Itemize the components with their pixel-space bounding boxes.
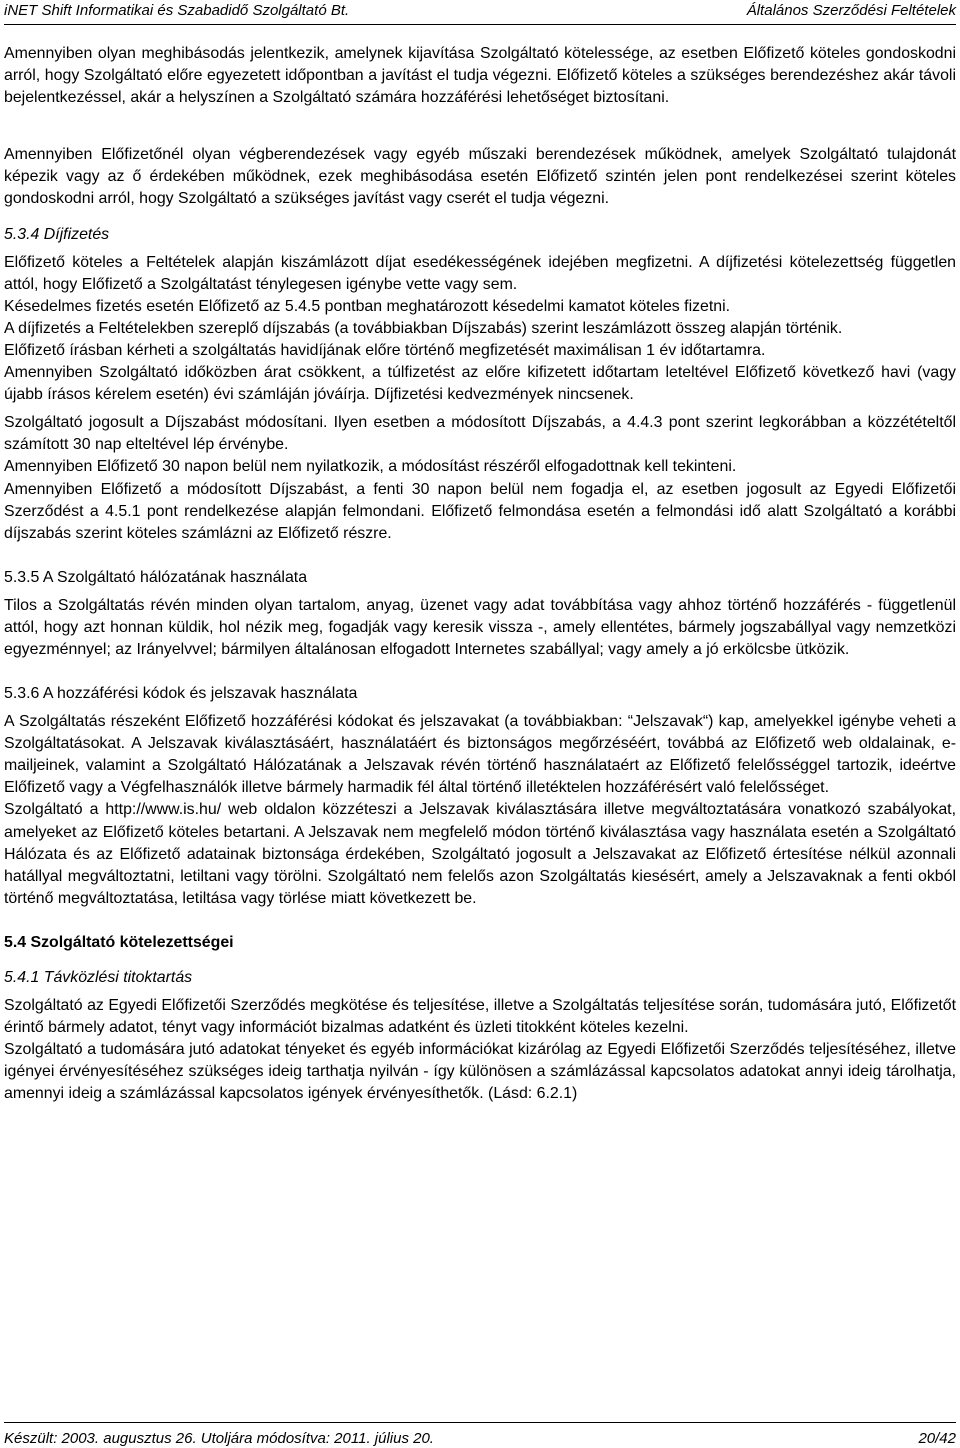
section-heading-5-4: 5.4 Szolgáltató kötelezettségei <box>4 933 234 951</box>
section-heading-5-4-1: 5.4.1 Távközlési titoktartás <box>4 968 193 986</box>
page-footer <box>4 1422 956 1448</box>
paragraph-tariff-change: Szolgáltató jogosult a Díjszabást módosítani. Ilyen esetben a módosított Díjszabás, a 4.4.3 pont szerint legkorábban a közzétételtől számított 30 nap elteltével lép érvénybe. <box>4 414 956 454</box>
footer-dates: Készült: 2003. augusztus 26. Utoljára módosítva: 2011. július 20. <box>4 1430 434 1447</box>
paragraph-confidentiality: Szolgáltató az Egyedi Előfizetői Szerződés megkötése és teljesítése, illetve a Szolgáltatás teljesítése során, tudomására jutó, Előfizetőt érintő bármely adatot, tényt vagy információt bizalmas adatként és üzleti titokként köteles kezelni. <box>4 996 956 1036</box>
header-company-name: iNET Shift Informatikai és Szabadidő Szolgáltató Bt. <box>4 2 350 19</box>
paragraph-network-use: Tilos a Szolgáltatás révén minden olyan tartalom, anyag, üzenet vagy adat továbbítása vagy ahhoz történő hozzáférés - függetlenül attól, hogy azt honnan küldik, hol nézik meg, fogadják vagy keresik vissza -, amely ellentétes, bármely jogszabállyal vagy nemzetközi egyezménnyel; az Irányelvvel; bármilyen általánosan elfogadott Internetes szabállyal; vagy amely a jó erkölcsbe ütközik. <box>4 596 956 658</box>
header-rule <box>4 24 956 25</box>
section-heading-5-3-4: 5.3.4 Díjfizetés <box>4 225 110 243</box>
footer-rule <box>4 1422 956 1423</box>
header-document-title: Általános Szerződési Feltételek <box>746 2 956 19</box>
paragraph-passwords: A Szolgáltatás részeként Előfizető hozzáférési kódokat és jelszavakat (a továbbiakban: “Jelszavak“) kap, amelyekkel igénybe veheti a Szolgáltatásokat. A Jelszavak kiválasztásáért, használatáért és biztonságos megőrzéséért, továbbá az Előfizető web oldalainak, e-mailjeinek, valamint a Szolgáltató Hálózatának a Jelszavak révén történő használataért az Előfizető felelősséggel tartozik, ideértve Előfizető vagy a Végfelhasználók illetve bármely harmadik fél által történő illetéktelen hozzáférésért való felelősséget. <box>4 713 956 797</box>
paragraph-repair-access: Amennyiben olyan meghibásodás jelentkezik, amelynek kijavítása Szolgáltató kötelessége, az esetben Előfizető köteles gondoskodni arról, hogy Szolgáltató előre egyezetett időpontban a javítást el tudja végezni. Előfizető köteles a szükséges berendezéshez akár távoli bejelentkezéssel, akár a helyszínen a Szolgáltató számára hozzáférési lehetőséget biztosítani. <box>4 45 956 107</box>
page-body <box>4 43 956 1105</box>
paragraph-password-rules: Szolgáltató a http://www.is.hu/ web oldalon közzéteszi a Jelszavak kiválasztására illetve megváltoztatására vonatkozó szabályokat, amelyeket az Előfizető köteles betartani. A Jelszavak nem megfelelő módon történő kiválasztása vagy használata esetén a Szolgáltató Hálózata és az Előfizető adatainak biztonsága érdekében, Szolgáltató jogosult a Jelszavakat az Előfizető értesítése nélkül azonnali hatállyal megváltoztatni, letiltani vagy törölni. Szolgáltató nem felelős azon Szolgáltatás kiesésért, amely a Jelszavaknak a fenti okból történő megváltoztatása, letiltása vagy törlése miatt következett be. <box>4 801 956 907</box>
paragraph-payment-obligation: Előfizető köteles a Feltételek alapján kiszámlázott díjat esedékességének idejében megfizetni. A díjfizetési kötelezettség független attól, hogy Előfizető a Szolgáltatást ténylegesen igénybe vette vagy sem. <box>4 253 956 293</box>
paragraph-price-reduction: Amennyiben Szolgáltató időközben árat csökkent, a túlfizetést az előre kifizetett időtartam leteltével Előfizető következő havi (vagy újabb írásos kérelem esetén) évi számláján jóváírja. Díjfizetési kedvezmények nincsenek. <box>4 364 956 404</box>
paragraph-tariff-acceptance: Amennyiben Előfizető 30 napon belül nem nyilatkozik, a módosítást részéről elfogadottnak kell tekinteni. <box>4 458 737 476</box>
section-heading-5-3-5: 5.3.5 A Szolgáltató hálózatának használata <box>4 568 308 586</box>
paragraph-late-payment: Késedelmes fizetés esetén Előfizető az 5.4.5 pontban meghatározott késedelmi kamatot köteles fizetni. <box>4 297 731 315</box>
footer-page-number: 20/42 <box>918 1430 956 1447</box>
paragraph-data-retention: Szolgáltató a tudomására jutó adatokat tényeket és egyéb információkat kizárólag az Egyedi Előfizetői Szerződés teljesítéséhez, illetve igényei érvényesítéséhez szükséges ideig tarthatja nyilván - így különösen a számlázással kapcsolatos adatokat annyi ideig tárolhatja, amennyi ideig a számlázással kapcsolatos igények érvényesíthetők. (Lásd: 6.2.1) <box>4 1041 956 1103</box>
paragraph-advance-payment: Előfizető írásban kérheti a szolgáltatás havidíjának előre történő megfizetését maximálisan 1 év időtartamra. <box>4 341 766 359</box>
paragraph-billing-basis: A díjfizetés a Feltételekben szereplő díjszabás (a továbbiakban Díjszabás) szerint leszámlázott összeg alapján történik. <box>4 319 843 337</box>
paragraph-provider-equipment: Amennyiben Előfizetőnél olyan végberendezések vagy egyéb műszaki berendezések működnek, amelyek Szolgáltató tulajdonát képezik vagy az ő érdekében működnek, ezek meghibásodása esetén Előfizető szintén jelen pont rendelkezései szerint köteles gondoskodni arról, hogy Szolgáltató a szükséges javítást vagy cserét el tudja végezni. <box>4 146 956 208</box>
section-heading-5-3-6: 5.3.6 A hozzáférési kódok és jelszavak használata <box>4 685 358 703</box>
page-header <box>4 0 956 24</box>
paragraph-tariff-termination: Amennyiben Előfizető a módosított Díjszabást, a fenti 30 napon belül nem fogadja el, az esetben jogosult az Egyedi Előfizetői Szerződést a 4.5.1 pont rendelkezése alapján felmondani. Előfizető felmondása esetén a felmondási idő alatt Szolgáltató a korábbi díjszabás szerint köteles számlázni az Előfizető részre. <box>4 480 956 542</box>
